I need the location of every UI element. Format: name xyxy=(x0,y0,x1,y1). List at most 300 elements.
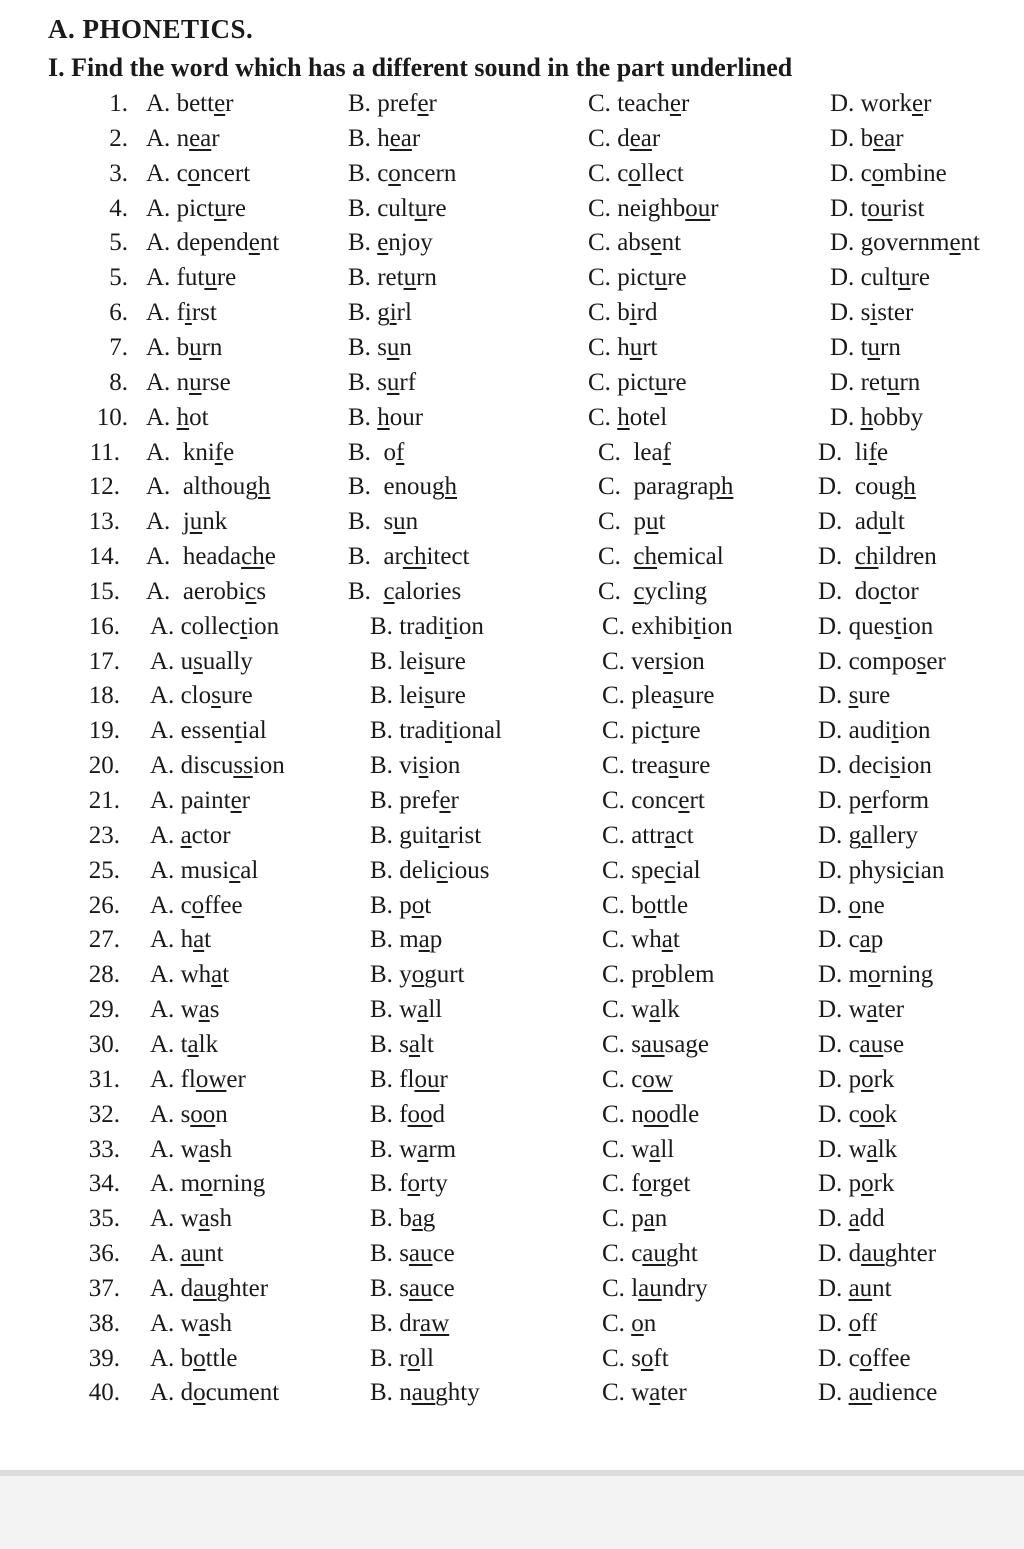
underlined-part: f xyxy=(395,438,405,466)
answer-option-a[interactable] xyxy=(146,504,227,539)
word-suffix: rk xyxy=(873,1065,895,1093)
question-row xyxy=(0,295,1024,330)
answer-option-d[interactable] xyxy=(818,922,883,957)
answer-option-b[interactable] xyxy=(348,330,412,365)
underlined-part: au xyxy=(180,1240,205,1268)
answer-option-b[interactable] xyxy=(370,713,502,748)
word-suffix: ffee xyxy=(872,1344,911,1372)
answer-option-d[interactable] xyxy=(818,992,904,1027)
answer-option-d[interactable] xyxy=(818,957,933,992)
answer-option-b[interactable] xyxy=(370,1375,480,1410)
underlined-part: i xyxy=(184,299,192,327)
answer-option-c[interactable] xyxy=(598,469,733,504)
answer-option-c[interactable] xyxy=(602,1132,674,1167)
option-letter: B. xyxy=(370,1344,393,1372)
answer-option-d[interactable] xyxy=(818,504,905,539)
underlined-part: u xyxy=(214,194,227,222)
word-suffix: ll xyxy=(428,996,443,1024)
word-suffix: rn xyxy=(880,333,901,361)
answer-option-c[interactable] xyxy=(588,260,687,295)
word-suffix: r xyxy=(710,194,719,222)
word-suffix: re xyxy=(667,264,687,292)
answer-option-d[interactable] xyxy=(830,225,980,260)
underlined-part: c xyxy=(436,856,448,884)
answer-option-c[interactable] xyxy=(602,888,688,923)
answer-option-c[interactable] xyxy=(602,644,705,679)
answer-option-d[interactable] xyxy=(818,435,888,470)
answer-option-a[interactable] xyxy=(150,644,253,679)
word-suffix: ne xyxy=(861,891,885,919)
answer-option-b[interactable] xyxy=(370,853,489,888)
section-title: A. PHONETICS. xyxy=(48,14,254,44)
question-number: 17. xyxy=(88,647,120,675)
answer-option-d[interactable] xyxy=(818,644,946,679)
option-letter: B. xyxy=(348,124,371,152)
word-suffix: ure xyxy=(220,682,253,710)
answer-option-a[interactable] xyxy=(150,713,267,748)
answer-option-c[interactable] xyxy=(602,1271,708,1306)
answer-option-a[interactable] xyxy=(150,992,219,1027)
answer-option-a[interactable] xyxy=(146,295,217,330)
word-suffix: nt xyxy=(872,1274,892,1302)
option-letter: A. xyxy=(146,333,171,361)
answer-option-d[interactable] xyxy=(818,1306,877,1341)
option-letter: C. xyxy=(602,1100,625,1128)
underlined-part: s xyxy=(668,752,679,780)
word-prefix: b xyxy=(631,891,644,919)
option-letter: A. xyxy=(150,1379,175,1407)
answer-option-b[interactable] xyxy=(348,400,423,435)
word-suffix: nk xyxy=(202,508,228,536)
answer-option-c[interactable] xyxy=(598,435,671,470)
word-suffix: ually xyxy=(202,647,253,675)
option-letter: C. xyxy=(602,1379,625,1407)
answer-option-c[interactable] xyxy=(602,713,701,748)
answer-option-b[interactable] xyxy=(370,644,466,679)
underlined-part: e xyxy=(949,229,961,257)
answer-option-d[interactable] xyxy=(830,365,920,400)
answer-option-a[interactable] xyxy=(150,957,229,992)
underlined-part: e xyxy=(377,229,389,257)
answer-option-b[interactable] xyxy=(370,1271,455,1306)
answer-option-b[interactable] xyxy=(348,156,456,191)
option-letter: B. xyxy=(348,368,371,396)
answer-option-c[interactable] xyxy=(588,225,681,260)
underlined-part: u xyxy=(393,508,406,536)
option-letter: A. xyxy=(150,856,175,884)
question-row xyxy=(0,609,1024,644)
answer-option-d[interactable] xyxy=(818,1341,911,1376)
option-letter: C. xyxy=(598,438,621,466)
word-prefix: aerobi xyxy=(182,577,246,605)
option-letter: C. xyxy=(588,159,611,187)
answer-option-c[interactable] xyxy=(598,539,724,574)
word-suffix: itect xyxy=(426,543,470,571)
answer-option-b[interactable] xyxy=(370,1062,448,1097)
underlined-part: a xyxy=(649,1135,661,1163)
option-letter: A. xyxy=(150,926,175,954)
answer-option-a[interactable] xyxy=(150,1375,279,1410)
answer-option-b[interactable] xyxy=(370,922,442,957)
underlined-part: e xyxy=(669,90,682,117)
word-prefix: m xyxy=(399,926,419,954)
answer-option-d[interactable] xyxy=(818,748,932,783)
option-letter: D. xyxy=(818,891,843,919)
answer-option-a[interactable] xyxy=(150,783,250,818)
answer-option-d[interactable] xyxy=(818,1027,904,1062)
underlined-part: e xyxy=(214,90,226,117)
underlined-part: o xyxy=(628,159,641,187)
option-letter: B. xyxy=(370,752,393,780)
answer-option-b[interactable] xyxy=(348,539,470,574)
underlined-part: ea xyxy=(873,124,896,152)
answer-option-c[interactable] xyxy=(598,574,707,609)
underlined-part: h xyxy=(860,403,874,431)
answer-option-b[interactable] xyxy=(370,678,466,713)
answer-option-c[interactable] xyxy=(588,121,660,156)
word-prefix: pict xyxy=(176,194,215,222)
answer-option-c[interactable] xyxy=(602,1306,656,1341)
answer-option-d[interactable] xyxy=(830,121,904,156)
answer-option-b[interactable] xyxy=(370,818,481,853)
option-letter: B. xyxy=(370,1240,393,1268)
word-suffix: ion xyxy=(700,612,733,640)
answer-option-d[interactable] xyxy=(818,713,931,748)
option-letter: D. xyxy=(818,1030,843,1058)
answer-option-b[interactable] xyxy=(370,1306,449,1341)
word-suffix: g xyxy=(422,1205,436,1233)
question-row xyxy=(0,365,1024,400)
word-suffix: e xyxy=(264,543,276,571)
answer-option-c[interactable] xyxy=(602,957,715,992)
answer-option-a[interactable] xyxy=(146,86,234,121)
instruction: I. Find the word which has a different sound in the part underlined xyxy=(48,53,793,82)
answer-option-c[interactable] xyxy=(588,365,687,400)
answer-option-c[interactable] xyxy=(588,400,667,435)
answer-option-a[interactable] xyxy=(150,1027,218,1062)
answer-option-b[interactable] xyxy=(370,957,464,992)
question-row xyxy=(0,1375,1024,1410)
answer-option-d[interactable] xyxy=(818,783,929,818)
option-letter: D. xyxy=(818,438,843,466)
answer-option-b[interactable] xyxy=(370,1097,445,1132)
answer-option-b[interactable] xyxy=(348,260,437,295)
answer-option-a[interactable] xyxy=(146,330,222,365)
answer-option-b[interactable] xyxy=(348,504,418,539)
answer-option-a[interactable] xyxy=(146,225,279,260)
answer-option-a[interactable] xyxy=(146,365,231,400)
option-letter: C. xyxy=(602,821,625,849)
question-number: 13. xyxy=(88,508,120,536)
question-number: 14. xyxy=(88,543,120,571)
answer-option-d[interactable] xyxy=(830,156,947,191)
underlined-part: au xyxy=(848,1379,873,1407)
answer-option-a[interactable] xyxy=(146,435,234,470)
answer-option-b[interactable] xyxy=(348,295,412,330)
answer-option-d[interactable] xyxy=(830,400,923,435)
option-letter: A. xyxy=(146,508,171,536)
word-prefix: c xyxy=(848,1030,860,1058)
answer-option-a[interactable] xyxy=(146,156,250,191)
option-letter: C. xyxy=(602,961,625,989)
underlined-part: au xyxy=(859,1030,884,1058)
answer-option-c[interactable] xyxy=(602,922,680,957)
answer-option-a[interactable] xyxy=(146,191,246,226)
answer-option-b[interactable] xyxy=(348,191,447,226)
answer-option-b[interactable] xyxy=(348,225,433,260)
answer-option-d[interactable] xyxy=(818,818,918,853)
answer-option-b[interactable] xyxy=(348,121,420,156)
option-letter: B. xyxy=(348,333,371,361)
word-suffix: ght xyxy=(665,1240,698,1268)
answer-option-c[interactable] xyxy=(588,156,684,191)
question-number: 12. xyxy=(88,473,120,501)
option-letter: B. xyxy=(370,996,393,1024)
underlined-part: e xyxy=(417,90,429,117)
answer-option-d[interactable] xyxy=(830,86,931,121)
option-letter: B. xyxy=(370,682,393,710)
option-letter: B. xyxy=(370,821,393,849)
word-prefix: w xyxy=(180,1135,199,1163)
underlined-part: u xyxy=(645,508,659,536)
answer-option-b[interactable] xyxy=(348,469,457,504)
answer-option-d[interactable] xyxy=(818,853,944,888)
answer-option-a[interactable] xyxy=(150,1201,232,1236)
answer-option-c[interactable] xyxy=(598,504,665,539)
underlined-part: t xyxy=(693,612,701,640)
option-letter: D. xyxy=(818,543,843,571)
answer-option-d[interactable] xyxy=(818,1375,937,1410)
answer-option-d[interactable] xyxy=(818,574,919,609)
word-prefix: g xyxy=(848,821,862,849)
option-letter: B. xyxy=(348,90,371,117)
answer-option-d[interactable] xyxy=(818,1166,894,1201)
option-letter: C. xyxy=(602,996,625,1024)
answer-option-a[interactable] xyxy=(146,539,276,574)
answer-option-b[interactable] xyxy=(348,435,404,470)
answer-option-b[interactable] xyxy=(370,888,431,923)
answer-option-a[interactable] xyxy=(150,818,231,853)
answer-option-b[interactable] xyxy=(348,86,437,121)
word-suffix: rn xyxy=(416,264,437,292)
option-letter: C. xyxy=(598,577,621,605)
answer-option-a[interactable] xyxy=(150,1306,232,1341)
answer-option-d[interactable] xyxy=(830,191,924,226)
option-letter: B. xyxy=(370,961,393,989)
word-suffix: e xyxy=(223,438,235,466)
answer-option-b[interactable] xyxy=(370,1201,435,1236)
option-letter: D. xyxy=(818,821,843,849)
answer-option-a[interactable] xyxy=(150,888,243,923)
underlined-part: a xyxy=(643,1205,655,1233)
word-prefix: w xyxy=(631,996,650,1024)
answer-option-c[interactable] xyxy=(602,992,680,1027)
answer-option-c[interactable] xyxy=(602,818,694,853)
question-row xyxy=(0,260,1024,295)
answer-option-a[interactable] xyxy=(150,1097,228,1132)
answer-option-a[interactable] xyxy=(150,1271,268,1306)
question-row xyxy=(0,713,1024,748)
answer-option-b[interactable] xyxy=(348,365,416,400)
underlined-part: s xyxy=(916,647,927,675)
answer-option-d[interactable] xyxy=(818,888,885,923)
answer-option-d[interactable] xyxy=(818,1201,885,1236)
answer-option-a[interactable] xyxy=(150,1132,232,1167)
answer-option-a[interactable] xyxy=(150,1062,246,1097)
word-suffix: t xyxy=(672,926,680,954)
question-number: 5. xyxy=(109,229,128,257)
answer-option-a[interactable] xyxy=(150,678,253,713)
answer-option-c[interactable] xyxy=(602,1062,673,1097)
answer-option-b[interactable] xyxy=(370,783,459,818)
question-row xyxy=(0,330,1024,365)
word-suffix: cument xyxy=(205,1379,280,1407)
word-prefix: w xyxy=(848,996,867,1024)
question-number: 8. xyxy=(109,368,128,396)
answer-option-c[interactable] xyxy=(602,853,701,888)
underlined-part: a xyxy=(438,821,450,849)
answer-option-d[interactable] xyxy=(818,678,890,713)
word-suffix: ctor xyxy=(191,821,231,849)
answer-option-a[interactable] xyxy=(150,1341,238,1376)
underlined-part: a xyxy=(198,1205,210,1233)
answer-option-a[interactable] xyxy=(146,469,270,504)
underlined-part: e xyxy=(911,90,924,117)
word-suffix: ttle xyxy=(205,1344,238,1372)
answer-option-a[interactable] xyxy=(150,922,211,957)
answer-option-c[interactable] xyxy=(602,783,705,818)
answer-option-d[interactable] xyxy=(830,295,913,330)
answer-option-c[interactable] xyxy=(602,1027,709,1062)
answer-option-c[interactable] xyxy=(602,748,710,783)
answer-option-c[interactable] xyxy=(588,295,657,330)
answer-option-a[interactable] xyxy=(146,260,236,295)
answer-option-a[interactable] xyxy=(146,574,266,609)
word-prefix: b xyxy=(176,333,190,361)
underlined-part: a xyxy=(187,1030,199,1058)
word-suffix: re xyxy=(427,194,447,222)
underlined-part: a xyxy=(664,821,676,849)
answer-option-c[interactable] xyxy=(588,86,689,121)
word-suffix: ial xyxy=(241,717,267,745)
answer-option-a[interactable] xyxy=(150,1236,224,1271)
answer-option-b[interactable] xyxy=(370,1341,434,1376)
underlined-part: e xyxy=(439,787,451,814)
word-suffix: ion xyxy=(898,717,931,745)
option-letter: D. xyxy=(818,612,843,640)
option-letter: A. xyxy=(150,1309,175,1337)
answer-option-d[interactable] xyxy=(818,539,937,574)
answer-option-c[interactable] xyxy=(602,1375,687,1410)
question-number: 11. xyxy=(89,438,120,466)
question-row xyxy=(0,922,1024,957)
answer-option-d[interactable] xyxy=(818,1271,892,1306)
answer-option-a[interactable] xyxy=(150,1166,265,1201)
answer-option-c[interactable] xyxy=(602,1097,699,1132)
answer-option-b[interactable] xyxy=(370,1027,434,1062)
answer-option-a[interactable] xyxy=(146,400,209,435)
answer-option-c[interactable] xyxy=(602,1166,690,1201)
word-prefix: wh xyxy=(180,961,212,989)
answer-option-c[interactable] xyxy=(602,1236,698,1271)
option-letter: C. xyxy=(598,473,621,501)
word-suffix: lk xyxy=(198,1030,219,1058)
answer-option-a[interactable] xyxy=(150,748,285,783)
word-prefix: s xyxy=(399,1240,409,1268)
option-letter: A. xyxy=(150,961,175,989)
answer-option-b[interactable] xyxy=(370,609,484,644)
answer-option-a[interactable] xyxy=(146,121,220,156)
underlined-part: o xyxy=(631,1309,644,1337)
question-number: 34. xyxy=(88,1170,120,1198)
option-letter: A. xyxy=(146,124,171,152)
word-prefix: n xyxy=(176,368,190,396)
option-letter: A. xyxy=(146,368,171,396)
answer-option-d[interactable] xyxy=(818,609,933,644)
answer-option-b[interactable] xyxy=(348,574,461,609)
word-prefix: ad xyxy=(854,508,879,536)
word-prefix: ret xyxy=(860,368,887,396)
word-suffix: rst xyxy=(191,299,217,327)
answer-option-d[interactable] xyxy=(818,1097,897,1132)
answer-option-b[interactable] xyxy=(370,1236,455,1271)
answer-option-c[interactable] xyxy=(602,609,733,644)
answer-option-d[interactable] xyxy=(818,1236,936,1271)
underlined-part: o xyxy=(871,159,885,187)
word-suffix: rd xyxy=(636,299,658,327)
word-suffix: ure xyxy=(682,682,715,710)
answer-option-b[interactable] xyxy=(370,1132,456,1167)
underlined-part: c xyxy=(633,577,645,605)
question-number: 38. xyxy=(88,1309,120,1337)
answer-option-b[interactable] xyxy=(370,748,460,783)
word-suffix: rn xyxy=(899,368,921,396)
word-prefix: clo xyxy=(180,682,212,710)
question-row xyxy=(0,225,1024,260)
answer-option-c[interactable] xyxy=(602,678,714,713)
word-suffix: ion xyxy=(247,612,280,640)
word-prefix: m xyxy=(848,961,869,989)
underlined-part: o xyxy=(407,1170,421,1198)
answer-option-d[interactable] xyxy=(830,260,930,295)
option-letter: A. xyxy=(146,403,171,431)
word-suffix: ce xyxy=(432,1240,455,1268)
answer-option-c[interactable] xyxy=(588,330,657,365)
answer-option-b[interactable] xyxy=(370,1166,448,1201)
word-prefix: w xyxy=(180,1205,199,1233)
answer-option-d[interactable] xyxy=(818,469,916,504)
answer-option-d[interactable] xyxy=(830,330,901,365)
answer-option-c[interactable] xyxy=(588,191,719,226)
question-number: 18. xyxy=(88,682,120,710)
word-suffix: ll xyxy=(660,1135,675,1163)
underlined-part: e xyxy=(650,229,662,257)
answer-option-c[interactable] xyxy=(602,1201,667,1236)
word-prefix: h xyxy=(180,926,194,954)
answer-option-a[interactable] xyxy=(150,609,279,644)
question-number: 19. xyxy=(88,717,120,745)
word-prefix: j xyxy=(182,508,190,536)
answer-option-c[interactable] xyxy=(602,1341,669,1376)
answer-option-d[interactable] xyxy=(818,1062,894,1097)
option-letter: C. xyxy=(602,612,625,640)
answer-option-d[interactable] xyxy=(818,1132,897,1167)
word-prefix: c xyxy=(176,159,188,187)
answer-option-b[interactable] xyxy=(370,992,442,1027)
answer-option-a[interactable] xyxy=(150,853,258,888)
word-prefix: s xyxy=(377,333,387,361)
word-prefix: y xyxy=(399,961,412,989)
